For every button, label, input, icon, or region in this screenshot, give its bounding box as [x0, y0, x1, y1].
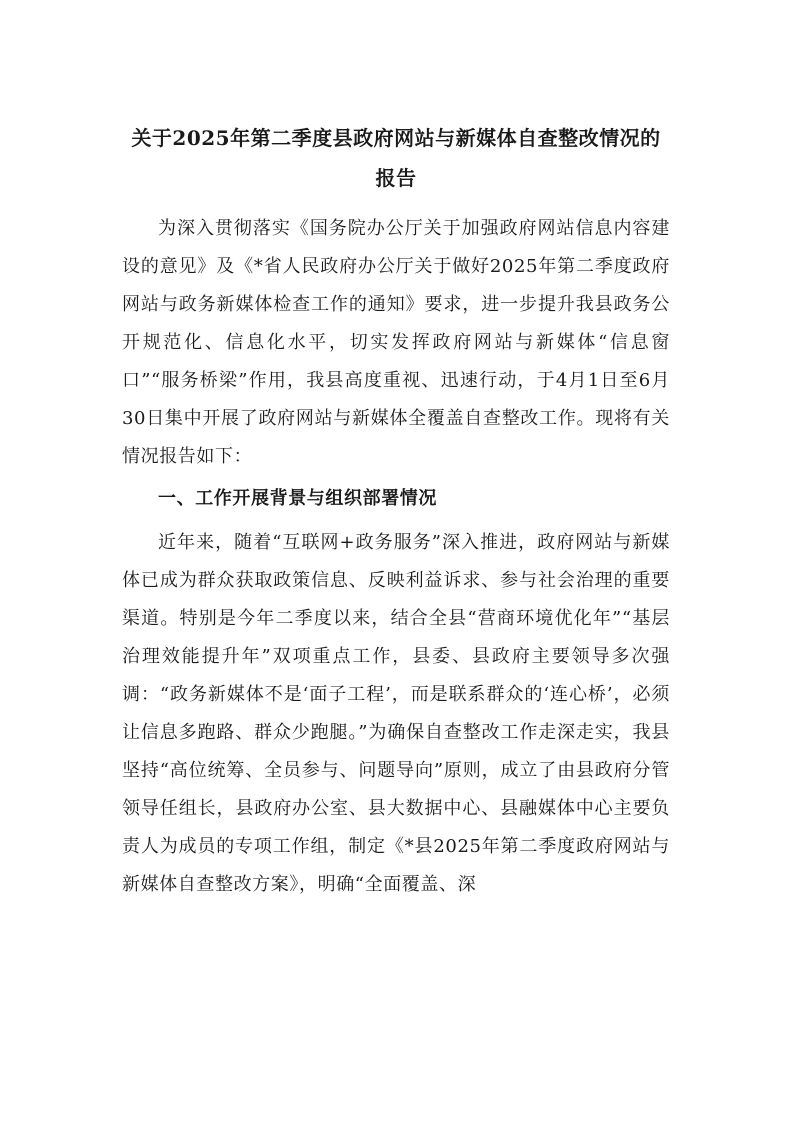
title-line-2: 报告 [375, 166, 417, 190]
document-body [122, 118, 670, 904]
section-1-paragraph: 近年来，随着“互联网+政务服务”深入推进，政府网站与新媒体已成为群众获取政策信息、反映利益诉求、参与社会治理的重要渠道。特别是今年二季度以来，结合全县“营商环境优化年”“基层治理效能提升年”双项重点工作，县委、县政府主要领导多次强调：“政务新媒体不是‘面子工程’，而是联系群众的‘连心桥’，必须让信息多跑路、群众少跑腿。”为确保自查整改工作走深走实，我县坚持“高位统筹、全员参与、问题导向”原则，成立了由县政府分管领导任组长，县政府办公室、县大数据中心、县融媒体中心主要负责人为成员的专项工作组，制定《*县2025年第二季度政府网站与新媒体自查整改方案》，明确“全面覆盖、深 [122, 532, 670, 895]
title-line-1: 关于2025年第二季度县政府网站与新媒体自查整改情况的 [131, 126, 661, 150]
intro-paragraph: 为深入贯彻落实《国务院办公厅关于加强政府网站信息内容建设的意见》及《*省人民政府办公厅关于做好2025年第二季度政府网站与政务新媒体检查工作的通知》要求，进一步提升我县政务公开规范化、信息化水平，切实发挥政府网站与新媒体“信息窗口”“服务桥梁”作用，我县高度重视、迅速行动，于4月1日至6月30日集中开展了政府网站与新媒体全覆盖自查整改工作。现将有关情况报告如下： [122, 218, 670, 467]
document-title [122, 118, 670, 198]
section-1-heading: 一、工作开展背景与组织部署情况 [158, 488, 437, 509]
